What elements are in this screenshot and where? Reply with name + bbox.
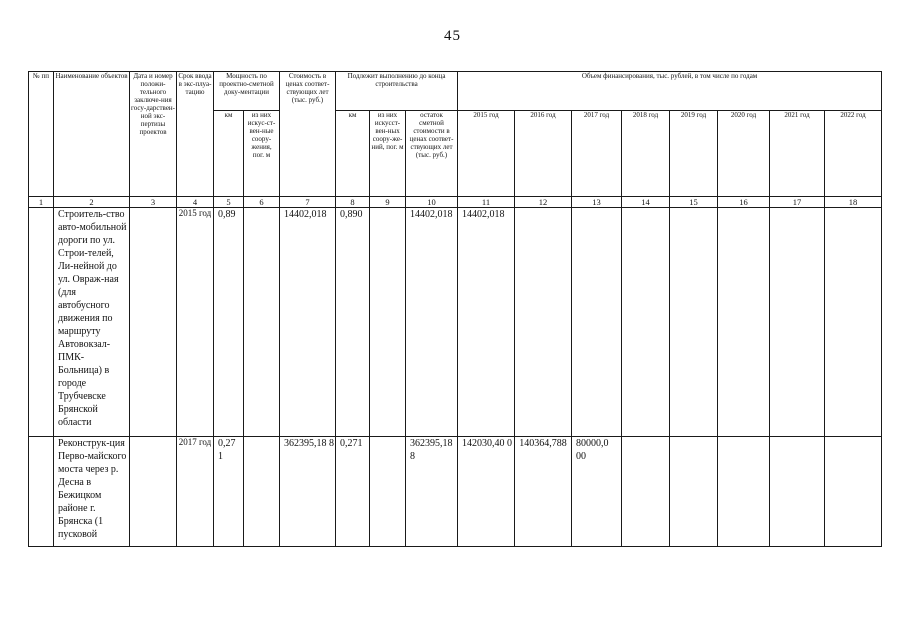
capacity-structures [244,437,280,547]
remaining-km: 0,271 [336,437,370,547]
funding-2015: 14402,018 [458,208,515,437]
funding-2016 [515,208,572,437]
column-number-row [29,197,882,208]
column-number: 9 [370,197,406,208]
remaining-cost: 14402,018 [406,208,458,437]
column-number: 3 [130,197,177,208]
funding-2016: 140364,788 [515,437,572,547]
funding-2022 [825,437,882,547]
header-year-2018: 2018 год [622,111,670,197]
cost: 14402,018 [280,208,336,437]
column-number: 17 [770,197,825,208]
funding-2019 [670,437,718,547]
header-name: Наименование объектов [54,72,130,197]
header-term: Срок ввода в экс-плуа-тацию [177,72,214,197]
column-number: 8 [336,197,370,208]
header-cap-km: км [214,111,244,197]
remaining-structures [370,437,406,547]
table-row [29,208,882,437]
funding-2018 [622,208,670,437]
funding-2020 [718,437,770,547]
capacity-km: 0,89 [214,208,244,437]
funding-2021 [770,208,825,437]
remaining-structures [370,208,406,437]
capacity-km: 0,27 1 [214,437,244,547]
header-tc-struct: из них искусст-вен-ных соору-же-ний, пог. м [370,111,406,197]
column-number: 12 [515,197,572,208]
header-cap-struct: из них искус-ст-вен-ные соору-жения, пог. м [244,111,280,197]
header-year-2019: 2019 год [670,111,718,197]
header-year-2022: 2022 год [825,111,882,197]
capacity-structures [244,208,280,437]
object-name: Реконструк-ция Перво-майского моста через р. Десна в Бежицком районе г. Брянска (1 пусковой [54,437,130,547]
remaining-km: 0,890 [336,208,370,437]
funding-2017: 80000,0 00 [572,437,622,547]
funding-2018 [622,437,670,547]
row-no [29,437,54,547]
header-year-2015: 2015 год [458,111,515,197]
header-date: Дата и номер положи-тельного заключе-ния госу-дарствен-ной экс-пертизы проектов [130,72,177,197]
header-year-2017: 2017 год [572,111,622,197]
column-number: 5 [214,197,244,208]
funding-2017 [572,208,622,437]
header-year-2021: 2021 год [770,111,825,197]
funding-2022 [825,208,882,437]
object-name: Строитель-ство авто-мобильной дороги по ул. Строи-телей, Ли-нейной до ул. Овраж-ная (для автобусного движения по маршруту Автовокзал-ПМК-Больница) в городе Трубчевске Брянской области [54,208,130,437]
header-year-2016: 2016 год [515,111,572,197]
page-number: 45 [444,28,461,44]
header-funding: Объем финансирования, тыс. рублей, в том числе по годам [458,72,882,111]
row-no [29,208,54,437]
column-number: 2 [54,197,130,208]
table-row [29,437,882,547]
column-number: 7 [280,197,336,208]
funding-2021 [770,437,825,547]
column-number: 10 [406,197,458,208]
header-no: № пп [29,72,54,197]
header-tc-rest: остаток сметной стоимости в ценах соответ-ствующих лет (тыс. руб.) [406,111,458,197]
header-year-2020: 2020 год [718,111,770,197]
commission-term: 2015 год [177,208,214,437]
column-number: 18 [825,197,882,208]
column-number: 4 [177,197,214,208]
expertise-date [130,208,177,437]
column-number: 11 [458,197,515,208]
funding-2019 [670,208,718,437]
column-number: 15 [670,197,718,208]
remaining-cost: 362395,18 8 [406,437,458,547]
column-number: 13 [572,197,622,208]
expertise-date [130,437,177,547]
column-number: 16 [718,197,770,208]
column-number: 6 [244,197,280,208]
header-tc-km: км [336,111,370,197]
financing-table [28,71,882,547]
header-capacity: Мощность по проектно-сметной доку-ментации [214,72,280,111]
header-cost: Стоимость в ценах соответ-ствующих лет (тыс. руб.) [280,72,336,197]
cost: 362395,18 8 [280,437,336,547]
column-number: 14 [622,197,670,208]
column-number: 1 [29,197,54,208]
funding-2020 [718,208,770,437]
commission-term: 2017 год [177,437,214,547]
header-to-complete: Подлежит выполнению до конца строительства [336,72,458,111]
funding-2015: 142030,40 0 [458,437,515,547]
